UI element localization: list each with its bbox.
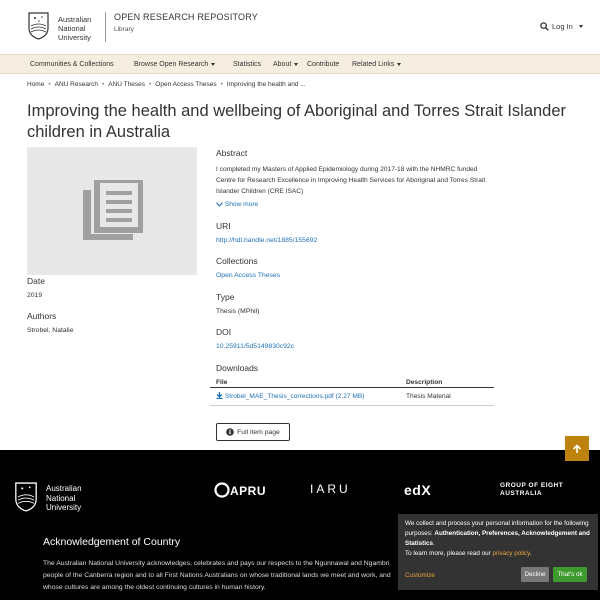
nav-label: Communities & Collections: [30, 61, 114, 68]
partner-go8-logo[interactable]: [500, 482, 568, 497]
document-library-icon: [81, 180, 143, 242]
breadcrumb-home[interactable]: Home: [27, 81, 45, 88]
logo-line: National: [58, 24, 86, 33]
file-download-link[interactable]: [216, 393, 364, 400]
nav-item-related-links[interactable]: [352, 61, 401, 68]
date-value: 2019: [27, 292, 43, 299]
collections-label: Collections: [216, 256, 258, 266]
arrow-up-icon: [572, 444, 582, 454]
chevron-down-icon: [579, 25, 583, 28]
file-cell: [210, 388, 400, 406]
doi-link[interactable]: 10.25911/5d5149830c92c: [216, 343, 295, 350]
anu-logo[interactable]: [28, 12, 106, 42]
nav-label: About: [273, 61, 292, 68]
collection-link[interactable]: Open Access Theses: [216, 272, 281, 279]
nav-label: Contribute: [307, 61, 340, 68]
abstract-fade: [400, 186, 490, 197]
breadcrumb-separator: •: [149, 81, 152, 88]
type-value: Thesis (MPhil): [216, 308, 260, 315]
partner-iaru-logo[interactable]: [310, 482, 351, 496]
apru-ring-icon: [214, 482, 230, 498]
info-icon: [226, 428, 234, 436]
breadcrumb-separator: •: [101, 81, 105, 88]
partner-name: APRU: [230, 484, 267, 498]
partner-name: edX: [404, 482, 432, 498]
breadcrumb: [27, 81, 306, 88]
nav-label: Statistics: [233, 61, 262, 68]
anu-crest-icon: [14, 482, 38, 512]
chevron-down-icon: [294, 63, 298, 66]
breadcrumb-anu-theses[interactable]: ANU Theses: [108, 81, 145, 88]
breadcrumb-separator: •: [220, 81, 223, 88]
item-thumbnail: [27, 147, 197, 275]
partner-name: IARU: [310, 482, 351, 496]
nav-label: Browse Open Research: [134, 61, 209, 68]
nav-label: Related Links: [352, 61, 395, 68]
footer-logo-text[interactable]: [46, 484, 82, 513]
search-icon[interactable]: [540, 22, 549, 31]
cookie-consent-banner: [398, 514, 598, 590]
uri-label: URI: [216, 221, 231, 231]
table-row: [210, 388, 494, 406]
page-title: Improving the health and wellbeing of Aboriginal and Torres Strait Islander children in Australia: [27, 102, 567, 141]
cookie-purposes: Authentication, Preferences, Acknowledgement and Statistics: [405, 530, 590, 547]
logo-line: University: [58, 33, 91, 42]
partner-apru-logo[interactable]: [214, 482, 266, 498]
nav-item-about[interactable]: [273, 61, 298, 68]
logo-text: [58, 15, 91, 42]
acknowledgement-title: Acknowledgement of Country: [43, 536, 181, 548]
cookie-customize-link[interactable]: Customize: [405, 572, 435, 579]
col-file: File: [210, 378, 400, 388]
abstract-label: Abstract: [216, 148, 248, 158]
nav-item-statistics[interactable]: [233, 61, 261, 68]
table-header-row: [210, 378, 494, 388]
full-item-page-button[interactable]: [216, 423, 290, 441]
repo-subtitle: Library: [114, 26, 134, 33]
back-to-top-button[interactable]: [565, 436, 589, 461]
file-name: Strobel_MAE_Thesis_corrections.pdf (2.27 MB): [224, 393, 365, 400]
chevron-down-icon: [216, 202, 223, 207]
full-item-page-label: Full item page: [237, 428, 280, 436]
date-label: Date: [27, 276, 45, 286]
privacy-policy-link[interactable]: privacy policy: [492, 550, 530, 557]
breadcrumb-open-access[interactable]: Open Access Theses: [155, 81, 217, 88]
login-button[interactable]: Log In: [552, 22, 573, 31]
logo-divider: [105, 12, 106, 42]
description-cell: Thesis Material: [400, 388, 494, 406]
anu-crest-icon: [28, 12, 49, 40]
nav-item-communities[interactable]: [30, 61, 114, 68]
breadcrumb-separator: •: [48, 81, 51, 88]
logo-line: Australian: [46, 484, 82, 493]
downloads-table: [210, 378, 494, 406]
login-area[interactable]: [540, 22, 583, 31]
partner-edx-logo[interactable]: [404, 482, 431, 498]
doi-label: DOI: [216, 327, 232, 337]
author-link[interactable]: Strobel, Natalie: [27, 327, 74, 334]
chevron-down-icon: [211, 63, 215, 66]
abstract-text: I completed my Masters of Applied Epidemiology during 2017-18 with the NHMRC funded Centre for Research Excellence in Improving Health Services for Aboriginal and Torres Strait Islander Children (CRE ISAC): [216, 166, 486, 195]
authors-label: Authors: [27, 311, 57, 321]
nav-item-contribute[interactable]: [307, 61, 339, 68]
breadcrumb-current: Improving the health and ...: [226, 81, 306, 88]
show-more-label: Show more: [224, 201, 259, 208]
cookie-decline-button[interactable]: Decline: [521, 567, 549, 582]
uri-link[interactable]: http://hdl.handle.net/1885/155692: [216, 237, 318, 244]
cookie-accept-button[interactable]: That's ok: [553, 567, 587, 582]
site-header: [0, 0, 600, 54]
cookie-line1: We collect and process your personal information for the following purposes:: [405, 520, 589, 537]
cookie-learn-more: To learn more, please read our privacy policy.: [405, 550, 532, 557]
nav-item-browse[interactable]: [134, 61, 215, 68]
cookie-text: We collect and process your personal information for the following purposes: Authentication, Preferences, Acknowledgement and Statistics.: [405, 520, 590, 547]
type-label: Type: [216, 292, 235, 302]
repo-title[interactable]: OPEN RESEARCH REPOSITORY: [114, 12, 259, 22]
cookie-line2: To learn more, please read our: [405, 550, 493, 557]
col-description: Description: [400, 378, 494, 388]
breadcrumb-anu-research[interactable]: ANU Research: [54, 81, 98, 88]
chevron-down-icon: [397, 63, 401, 66]
logo-line: University: [46, 503, 82, 512]
acknowledgement-text: The Australian National University acknowledges, celebrates and pays our respects to the Ngunnawal and Ngambri people of the Canberra region and to all First Nations Australians on whose traditional lands we meet and work, and whose cultures are among the oldest continuing cultures in human history.: [43, 560, 391, 591]
partner-name: GROUP OF EIGHT AUSTRALIA: [500, 482, 564, 497]
logo-line: Australian: [58, 15, 92, 24]
download-icon: [216, 392, 223, 399]
show-more-toggle[interactable]: [216, 201, 258, 208]
main-nav: [0, 54, 600, 74]
logo-line: National: [46, 493, 76, 503]
downloads-label: Downloads: [216, 363, 259, 373]
